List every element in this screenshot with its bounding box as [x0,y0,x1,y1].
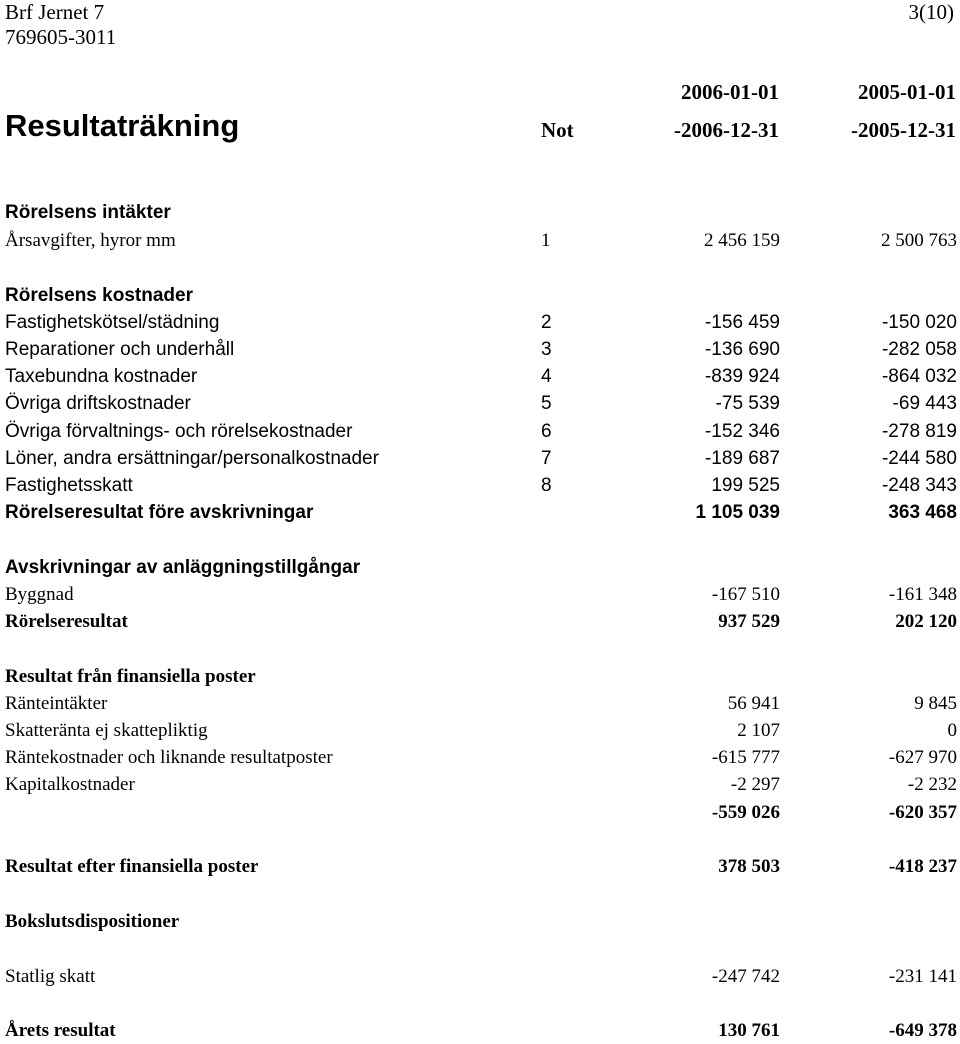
row-value-2005: -2 232 [907,774,957,795]
row-label: Reparationer och underhåll [5,339,235,360]
table-row [0,391,960,417]
row-note: 5 [541,393,552,414]
row-note: 6 [541,421,552,442]
row-value-2006: -136 690 [704,339,780,360]
row-value-2005: -69 443 [892,393,957,414]
row-value-2006: -75 539 [715,393,780,414]
row-note: 1 [541,230,551,251]
row-value-2006: -615 777 [711,747,780,768]
row-label: Fastighetsskatt [5,475,133,496]
table-row [0,691,960,717]
section-depreciation [0,555,960,581]
org-number: 769605-3011 [5,25,117,49]
org-name: Brf Jernet 7 [5,0,105,24]
row-label: Byggnad [5,584,74,605]
note-column-header: Not [541,118,574,142]
row-value-2005: -278 819 [881,421,957,442]
total-row [0,1018,960,1044]
table-row [0,228,960,254]
table-row [0,718,960,744]
row-label: Skatteränta ej skattepliktig [5,720,208,741]
row-value-2006: -156 459 [704,312,780,333]
row-value-2005: -244 580 [881,448,957,469]
row-label: Rörelsens kostnader [5,285,193,306]
row-label: Övriga förvaltnings- och rörelsekostnader [5,421,353,442]
row-label: Rörelsens intäkter [5,202,171,223]
subtotal-row [0,854,960,880]
row-label: Taxebundna kostnader [5,366,198,387]
row-label: Bokslutsdispositioner [5,911,180,932]
subtotal-row [0,800,960,826]
row-value-2006: -2 297 [730,774,780,795]
row-value-2005: 202 120 [895,611,957,632]
page-number: 3(10) [908,0,954,24]
row-note: 3 [541,339,552,360]
row-value-2005: -150 020 [881,312,957,333]
period2-end: -2005-12-31 [851,118,956,142]
section-operating-costs [0,283,960,309]
row-value-2006: 937 529 [718,611,780,632]
table-row [0,582,960,608]
table-row [0,364,960,390]
row-value-2005: 0 [947,720,957,741]
table-row [0,310,960,336]
row-value-2006: 378 503 [718,856,780,877]
subtotal-row [0,500,960,526]
row-value-2005: -418 237 [888,856,957,877]
page-title: Resultaträkning [5,108,240,143]
table-row [0,446,960,472]
row-label: Resultat efter finansiella poster [5,856,259,877]
row-value-2005: -627 970 [888,747,957,768]
period1-end: -2006-12-31 [674,118,779,142]
row-value-2006: 199 525 [711,475,780,496]
table-row [0,337,960,363]
row-value-2005: 2 500 763 [881,230,957,251]
row-note: 7 [541,448,552,469]
row-value-2006: 130 761 [718,1020,780,1041]
row-label: Statlig skatt [5,966,96,987]
row-label: Räntekostnader och liknande resultatposter [5,747,333,768]
row-value-2005: -620 357 [888,802,957,823]
row-value-2005: -282 058 [881,339,957,360]
row-value-2005: -248 343 [881,475,957,496]
row-label: Kapitalkostnader [5,774,135,795]
row-label: Resultat från finansiella poster [5,666,256,687]
section-appropriations [0,909,960,935]
row-value-2005: -649 378 [888,1020,957,1041]
row-value-2006: -152 346 [704,421,780,442]
row-value-2006: 2 107 [737,720,780,741]
row-label: Fastighetskötsel/städning [5,312,220,333]
row-value-2005: 9 845 [914,693,957,714]
row-value-2006: -559 026 [711,802,780,823]
row-label: Ränteintäkter [5,693,108,714]
row-note: 2 [541,312,552,333]
row-value-2005: -161 348 [888,584,957,605]
row-value-2006: -167 510 [711,584,780,605]
row-label: Rörelseresultat före avskrivningar [5,502,314,523]
row-value-2006: 1 105 039 [695,502,780,523]
section-financial-items [0,664,960,690]
period2-start: 2005-01-01 [858,80,956,104]
row-label: Löner, andra ersättningar/personalkostnader [5,448,379,469]
row-note: 4 [541,366,552,387]
row-label: Årsavgifter, hyror mm [5,230,176,251]
row-value-2005: -231 141 [888,966,957,987]
row-label: Rörelseresultat [5,611,128,632]
row-label: Årets resultat [5,1020,116,1041]
table-row [0,772,960,798]
row-note: 8 [541,475,552,496]
table-row [0,473,960,499]
table-row [0,419,960,445]
row-label: Övriga driftskostnader [5,393,191,414]
row-value-2006: 2 456 159 [704,230,780,251]
row-value-2005: 363 468 [888,502,957,523]
row-value-2006: -247 742 [711,966,780,987]
row-value-2005: -864 032 [881,366,957,387]
table-row [0,964,960,990]
table-row [0,745,960,771]
row-label: Avskrivningar av anläggningstillgångar [5,557,361,578]
row-value-2006: 56 941 [727,693,780,714]
subtotal-row [0,609,960,635]
section-operating-income [0,200,960,226]
row-value-2006: -839 924 [704,366,780,387]
period1-start: 2006-01-01 [681,80,779,104]
row-value-2006: -189 687 [704,448,780,469]
